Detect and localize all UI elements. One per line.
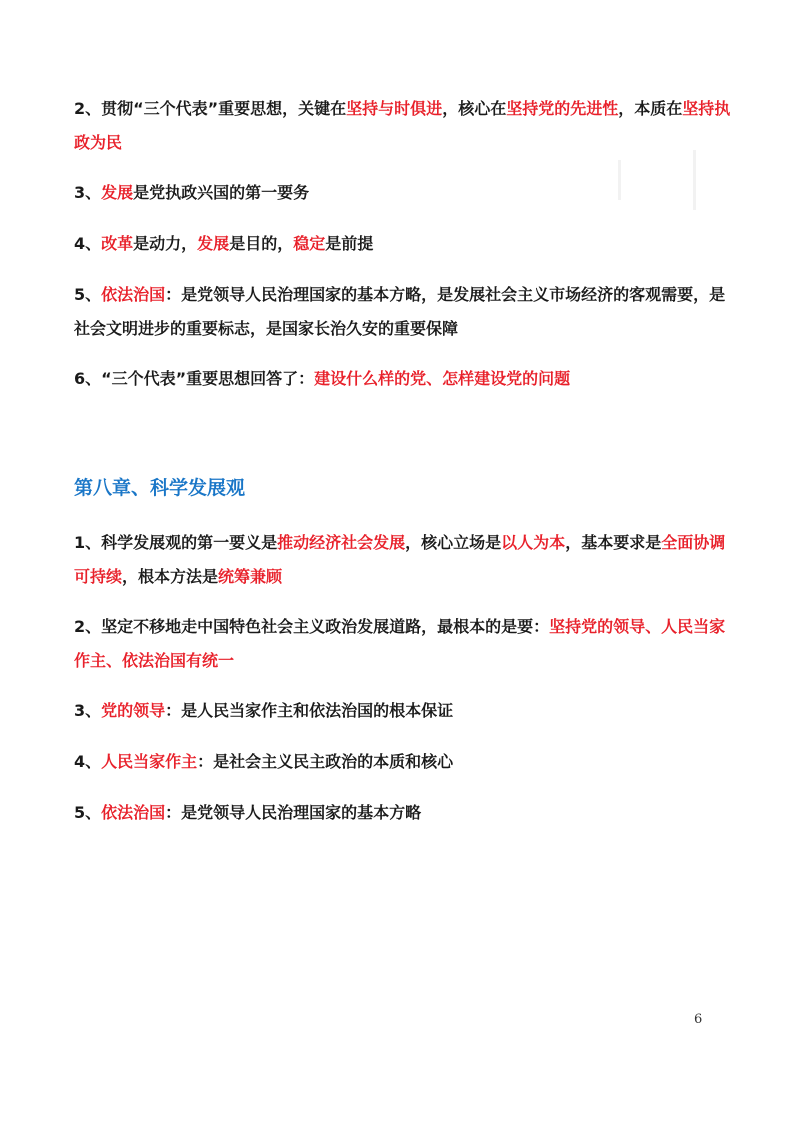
list-item	[74, 526, 734, 594]
list-item	[74, 176, 734, 210]
item-text: 是党执政兴国的第一要务	[133, 183, 310, 202]
highlighted-text: 党的领导	[101, 701, 166, 720]
item-text: ：是社会主义民主政治的本质和核心	[197, 752, 454, 771]
highlighted-text: 发展	[101, 183, 134, 202]
highlighted-text: 坚持党的领导、人民当家作主、依法治国有统一	[74, 617, 726, 670]
item-text: ，根本方法是	[122, 567, 219, 586]
item-text: 是动力，	[133, 234, 198, 253]
item-text: 2、贯彻“三个代表”重要思想，关键在	[74, 99, 347, 118]
chapter-heading: 第八章、科学发展观	[74, 477, 246, 499]
page-number: 6	[694, 1012, 703, 1027]
item-text: 5、	[74, 803, 102, 822]
list-item	[74, 694, 734, 728]
list-item	[74, 92, 734, 160]
highlighted-text: 以人为本	[501, 533, 566, 552]
item-text: 6、“三个代表”重要思想回答了：	[74, 369, 315, 388]
highlighted-text: 发展	[197, 234, 230, 253]
item-text: ：是党领导人民治理国家的基本方略，是发展社会主义市场经济的客观需要，是社会文明进步的重要标志，是国家长治久安的重要保障	[74, 285, 726, 338]
list-item	[74, 227, 734, 261]
list-item	[74, 278, 734, 346]
list-item	[74, 362, 734, 396]
item-text: ，基本要求是	[565, 533, 662, 552]
highlighted-text: 坚持执政为民	[74, 99, 731, 152]
highlighted-text: 统筹兼顾	[218, 567, 283, 586]
list-item	[74, 610, 734, 678]
highlighted-text: 坚持与时俱进	[346, 99, 443, 118]
item-text: 2、坚定不移地走中国特色社会主义政治发展道路，最根本的是要：	[74, 617, 550, 636]
item-text: 5、	[74, 285, 102, 304]
highlighted-text: 改革	[101, 234, 134, 253]
highlighted-text: 推动经济社会发展	[277, 533, 406, 552]
item-text: 1、科学发展观的第一要义是	[74, 533, 278, 552]
highlighted-text: 建设什么样的党、怎样建设党的问题	[314, 369, 571, 388]
list-item	[74, 796, 734, 830]
highlighted-text: 依法治国	[101, 285, 166, 304]
list-item	[74, 745, 734, 779]
item-text: 3、	[74, 701, 102, 720]
highlighted-text: 坚持党的先进性	[506, 99, 619, 118]
item-text: ，核心立场是	[405, 533, 502, 552]
item-text: 是前提	[325, 234, 374, 253]
highlighted-text: 稳定	[293, 234, 326, 253]
item-text: 4、	[74, 234, 102, 253]
item-text: ，核心在	[442, 99, 507, 118]
highlighted-text: 人民当家作主	[101, 752, 198, 771]
item-text: 是目的，	[229, 234, 294, 253]
highlighted-text: 依法治国	[101, 803, 166, 822]
item-text: ：是人民当家作主和依法治国的根本保证	[165, 701, 454, 720]
item-text: 3、	[74, 183, 102, 202]
item-text: 4、	[74, 752, 102, 771]
highlighted-text: 全面协调可持续	[74, 533, 726, 586]
item-text: ：是党领导人民治理国家的基本方略	[165, 803, 422, 822]
item-text: ，本质在	[618, 99, 683, 118]
